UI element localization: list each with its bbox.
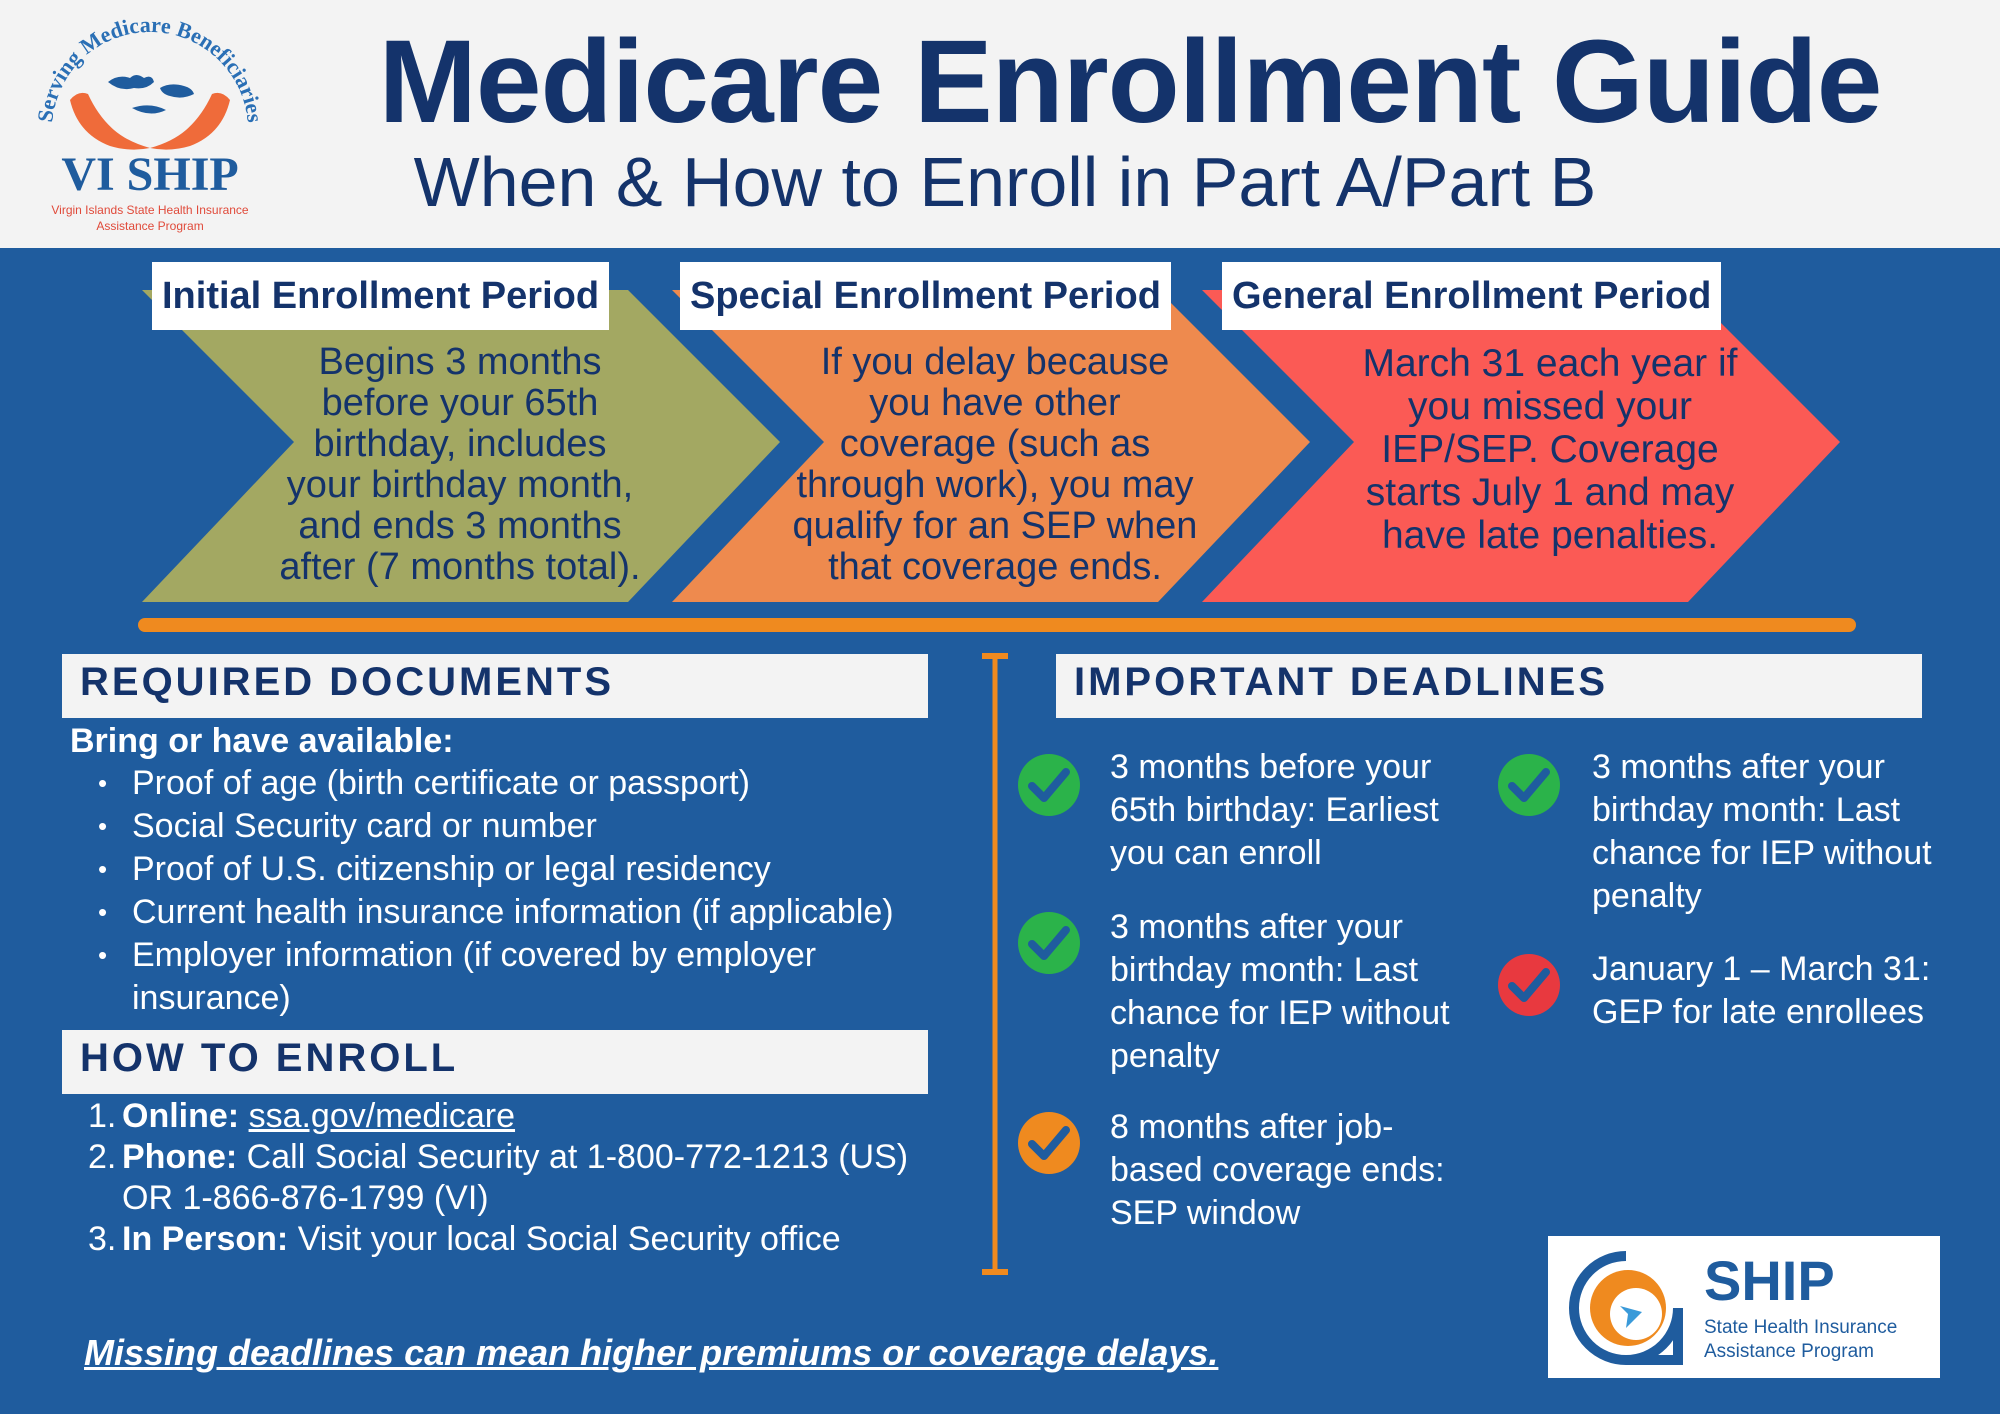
page-title: Medicare Enrollment Guide xyxy=(378,16,1882,148)
vi-ship-logo xyxy=(30,12,270,240)
gep-description: March 31 each year if you missed your IEP/SEP. Coverage starts July 1 and may have late penalties. xyxy=(1362,342,1738,557)
list-item: 3. In Person: Visit your local Social Security office xyxy=(88,1220,841,1258)
green-check-icon xyxy=(1496,752,1562,818)
list-item: • Proof of U.S. citizenship or legal residency xyxy=(94,848,934,891)
important-deadlines-heading: IMPORTANT DEADLINES xyxy=(1056,654,1922,718)
list-item: • Proof of age (birth certificate or passport) xyxy=(94,762,934,805)
vertical-divider xyxy=(980,652,1010,1276)
ship-logo-icon xyxy=(1566,1248,1686,1368)
red-check-icon xyxy=(1496,952,1562,1018)
list-item: 2. Phone: Call Social Security at 1-800-772-1213 (US) OR 1-866-876-1799 (VI) xyxy=(88,1138,909,1217)
timeline-bar xyxy=(138,618,1856,632)
logo-tagline-1: Virgin Islands State Health Insurance xyxy=(51,203,249,217)
deadline-item: 3 months before your 65th birthday: Earliest you can enroll xyxy=(1110,748,1439,872)
logo-tagline-2: Assistance Program xyxy=(96,219,204,233)
logo-name: VI SHIP xyxy=(61,148,239,201)
header xyxy=(0,0,2000,248)
logo-arc-text: Serving Medicare Beneficiaries xyxy=(32,12,268,124)
how-to-enroll-heading: HOW TO ENROLL xyxy=(62,1030,928,1094)
list-item: • Employer information (if covered by employer insurance) xyxy=(94,934,864,1020)
list-item: • Social Security card or number xyxy=(94,805,934,848)
deadline-item: 3 months after your birthday month: Last chance for IEP without penalty xyxy=(1592,748,1932,915)
deadline-item: 8 months after job- based coverage ends: SEP window xyxy=(1110,1108,1445,1232)
required-documents-heading: REQUIRED DOCUMENTS xyxy=(62,654,928,718)
orange-check-icon xyxy=(1016,1110,1082,1176)
list-item: 1. Online: ssa.gov/medicare xyxy=(88,1097,516,1135)
sep-label: Special Enrollment Period xyxy=(680,262,1171,330)
documents-list xyxy=(94,762,934,1020)
warning-text: Missing deadlines can mean higher premiums or coverage delays. xyxy=(84,1332,1219,1373)
ship-title: SHIP xyxy=(1704,1249,1835,1312)
iep-label: Initial Enrollment Period xyxy=(152,262,609,330)
sep-description: If you delay because you have other coverage (such as through work), you may qualify for an SEP when that coverage ends. xyxy=(792,341,1198,588)
iep-description: Begins 3 months before your 65th birthday, includes your birthday month, and ends 3 months after (7 months total). xyxy=(279,341,641,588)
deadline-item: 3 months after your birthday month: Last chance for IEP without penalty xyxy=(1110,908,1450,1075)
page-subtitle: When & How to Enroll in Part A/Part B xyxy=(413,143,1597,221)
list-item: • Current health insurance information (if applicable) xyxy=(94,891,934,934)
documents-intro: Bring or have available: xyxy=(70,722,454,760)
ship-subtitle: State Health Insurance Assistance Program xyxy=(1704,1317,1898,1362)
enroll-list xyxy=(80,1096,960,1260)
gep-label: General Enrollment Period xyxy=(1222,262,1721,330)
deadline-item: January 1 – March 31: GEP for late enrollees xyxy=(1592,950,1931,1031)
green-check-icon xyxy=(1016,910,1082,976)
ssa-link[interactable]: ssa.gov/medicare xyxy=(248,1097,516,1135)
green-check-icon xyxy=(1016,752,1082,818)
ship-logo-box xyxy=(1548,1236,1940,1378)
